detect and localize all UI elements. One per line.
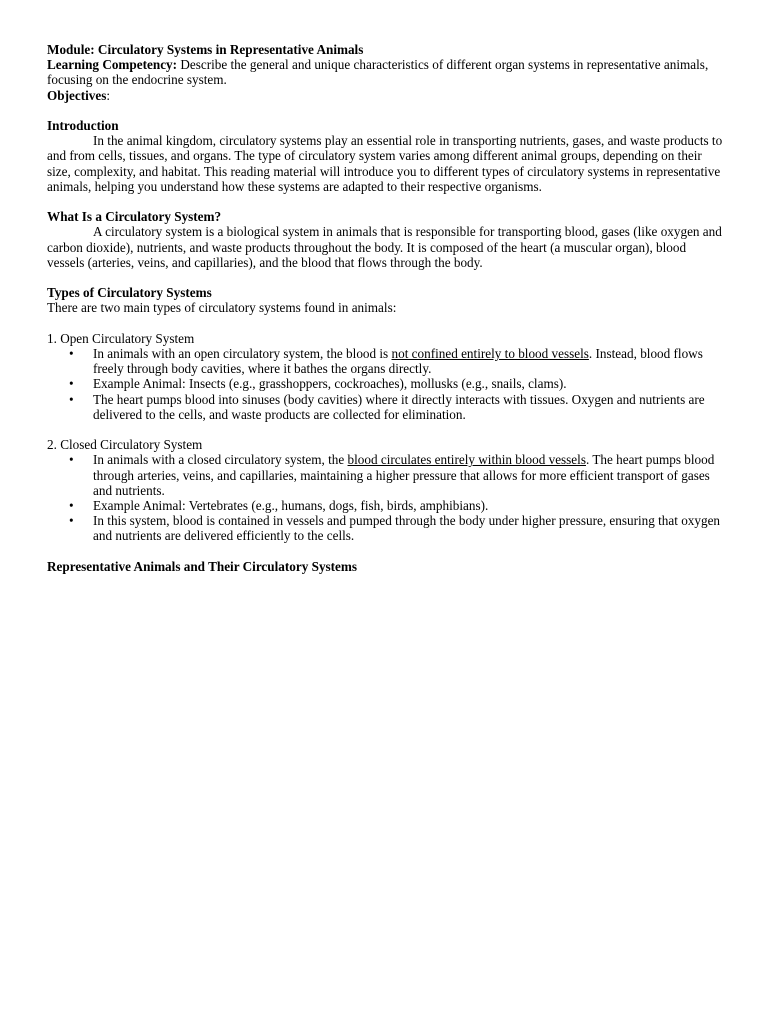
list-item: • The heart pumps blood into sinuses (body cavities) where it directly interacts with tissues. Oxygen and nutrients are delivered to the cells, and waste products are collected for elimination. (47, 392, 723, 422)
representative-heading: Representative Animals and Their Circulatory Systems (47, 558, 358, 574)
what-is-heading: What Is a Circulatory System? (47, 209, 222, 225)
learning-competency (47, 57, 723, 87)
underlined-text: blood circulates entirely within blood vessels (347, 452, 586, 468)
bullet-text: In animals with a closed circulatory system, the (93, 452, 348, 468)
open-system-title: 1. Open Circulatory System (47, 330, 195, 346)
spacer (47, 194, 723, 209)
list-item: • In this system, blood is contained in vessels and pumped through the body under higher pressure, ensuring that oxygen and nutrients are delivered efficiently to the cells. (47, 513, 723, 543)
bullet-text: In animals with an open circulatory system, the blood is (93, 346, 392, 361)
open-system-list (47, 346, 723, 422)
spacer (47, 270, 723, 285)
types-heading: Types of Circulatory Systems (47, 285, 212, 301)
spacer (47, 422, 723, 437)
introduction-heading: Introduction (47, 118, 119, 133)
objectives-colon: : (106, 87, 110, 103)
bullet-text: . Instead, blood flows freely through body cavities, where it bathes the organs directly. (93, 346, 703, 377)
objectives (47, 88, 723, 103)
competency-label: Learning Competency: (47, 57, 178, 73)
spacer (47, 544, 723, 559)
introduction-body: In the animal kingdom, circulatory systems play an essential role in transporting nutrients, gases, and waste products to and from cells, tissues, and organs. The type of circulatory system varies among different animal groups, depending on their size, complexity, and habitat. This reading material will introduce you to different types of circulatory systems in representative animals, helping you understand how these systems are adapted to their respective organisms. (47, 133, 723, 194)
objectives-label: Objectives (47, 87, 107, 103)
module-title: Module: Circulatory Systems in Representative Animals (47, 42, 364, 57)
spacer (47, 103, 723, 118)
competency-text: Describe the general and unique characteristics of different organ systems in representative animals, focusing on the endocrine system. (47, 57, 709, 88)
spacer (47, 316, 723, 331)
what-is-body: A circulatory system is a biological system in animals that is responsible for transporting blood, gases (like oxygen and carbon dioxide), nutrients, and waste products throughout the body. It is composed of the heart (a muscular organ), blood vessels (arteries, veins, and capillaries), and the blood that flows through the body. (47, 224, 722, 270)
closed-system-title: 2. Closed Circulatory System (47, 437, 203, 453)
bullet-text: . The heart pumps blood through arteries, veins, and capillaries, maintaining a higher pressure that allows for more efficient transport of gases and nutrients. (93, 452, 715, 498)
list-item (47, 452, 723, 498)
list-item: • Example Animal: Vertebrates (e.g., humans, dogs, fish, birds, amphibians). (47, 498, 723, 513)
document-page (47, 42, 723, 574)
underlined-text: not confined entirely to blood vessels (391, 346, 589, 361)
types-intro: There are two main types of circulatory systems found in animals: (47, 300, 397, 316)
list-item: • Example Animal: Insects (e.g., grasshoppers, cockroaches), mollusks (e.g., snails, clams). (47, 376, 723, 391)
list-item (47, 346, 723, 376)
closed-system-list (47, 452, 723, 543)
